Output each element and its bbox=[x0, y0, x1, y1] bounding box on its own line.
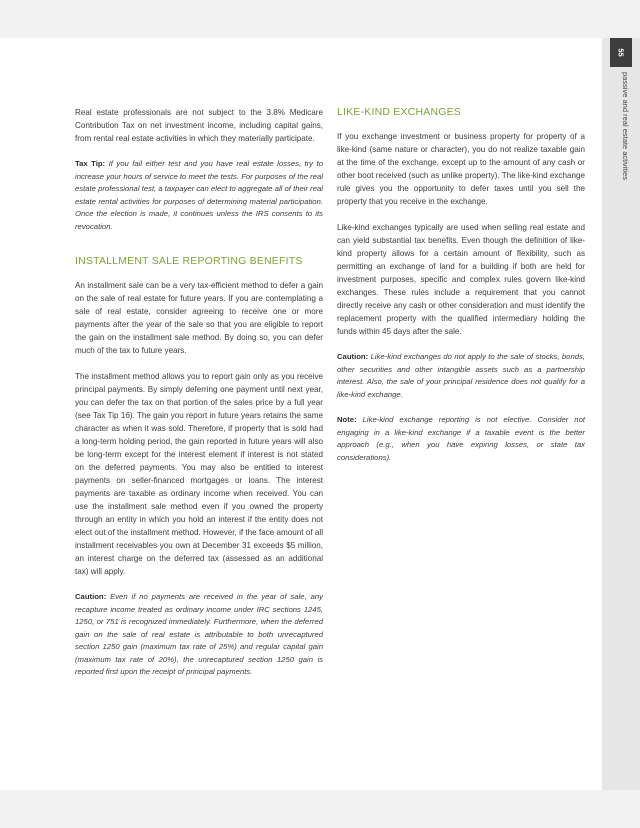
tax-tip bbox=[75, 158, 323, 233]
like-kind-para-1: If you exchange investment or business property for property of a like-kind (same nature or character), you do not realize taxable gain at the time of the exchange, except up to the amount of any cash or other boot received (such as unlike property). The like-kind exchange rule gives you the opportunity to defer taxes until you sell the property that you receive in the exchange. bbox=[337, 132, 585, 206]
intro-paragraph: Real estate professionals are not subject to the 3.8% Medicare Contribution Tax on net investment income, including capital gains, from rental real estate activities in which they materially participate. bbox=[75, 108, 323, 143]
caution-text: Like-kind exchanges do not apply to the sale of stocks, bonds, other securities and other intangible assets such as a partnership interest. Also, the sale of your principal residence does not qualify for a like-kind exchange. bbox=[337, 352, 585, 399]
tax-tip-text: If you fail either test and you have real estate losses, try to increase your hours of service to meet the tests. For purposes of the real estate professional test, a taxpayer can elect to aggregate all of their real estate rental activities for purposes of determining material participation. Once the election is made, it continues unless the IRS consents to its revocation. bbox=[75, 159, 323, 231]
page-number-tab bbox=[610, 38, 632, 67]
installment-sale-heading: INSTALLMENT SALE REPORTING BENEFITS bbox=[75, 255, 303, 267]
installment-para-2: The installment method allows you to report gain only as you receive principal payments. By simply deferring one payment until next year, you can defer the tax on that portion of the sales price by a full year (see Tax Tip 16). The gain you report in future years retains the same character as when it was sold. Therefore, if property that is sold had a long-term holding period, the gain reported in future years will also be long-term except for the interest element if interest is not stated on the deferred payments. You may also be entitled to interest payments on seller-financed mortgages or loans. The interest payments are taxable as ordinary income when received. You can use the installment sale method even if you owned the property through an entity in which you hold an interest if the entity does not elect out of the installment method. However, if the face amount of all installment receivables you own at December 31 exceeds $5 million, an interest charge on the deferred tax (assessed as an additional tax) will apply. bbox=[75, 372, 323, 576]
left-column bbox=[75, 106, 323, 692]
running-head: passive and real estate activities bbox=[621, 72, 630, 180]
like-kind-caution bbox=[337, 351, 585, 401]
note-text: Like-kind exchange reporting is not elective. Consider not engaging in a like-kind exchange if a taxable event is the better approach (e.g., when you have expiring losses, or state tax considerations). bbox=[337, 415, 585, 462]
installment-para-1: An installment sale can be a very tax-efficient method to defer a gain on the sale of real estate for future years. If you are contemplating a sale of real estate, consider agreeing to receive one or more payments after the year of the sale so that you are eligible to report the gain on the installment sale method. By doing so, you can defer much of the tax to future years. bbox=[75, 281, 323, 355]
caution-label: Caution: bbox=[337, 352, 369, 361]
caution-text: Even if no payments are received in the year of sale, any recapture income treated as ordinary income under IRC sections 1245, 1250, or 751 is recognized immediately. Furthermore, when the deferred gain on the sale of real estate is attributable to both unrecaptured section 1250 gain (maximum tax rate of 25%) and regular capital gain (maximum tax rate of 20%), the unrecaptured section 1250 gain is reported first upon the receipt of principal payments. bbox=[75, 592, 324, 676]
installment-caution bbox=[75, 591, 323, 679]
like-kind-para-2: Like-kind exchanges typically are used when selling real estate and can yield substantial tax benefits. Even though the definition of like-kind property allows for a certain amount of flexibility, such as permitting an exchange of land for a building if both are held for investment purposes, specific and complex rules govern like-kind exchanges. These rules include a requirement that you cannot directly receive any cash or other consideration and must identify the replacement property with the qualified intermediary holding the funds within 45 days after the sale. bbox=[337, 223, 585, 336]
like-kind-heading: LIKE-KIND EXCHANGES bbox=[337, 106, 461, 118]
right-column bbox=[337, 106, 585, 477]
like-kind-note bbox=[337, 414, 585, 464]
page-number: 55 bbox=[616, 48, 626, 57]
caution-label: Caution: bbox=[75, 592, 107, 601]
tax-tip-label: Tax Tip: bbox=[75, 159, 106, 168]
note-label: Note: bbox=[337, 415, 357, 424]
